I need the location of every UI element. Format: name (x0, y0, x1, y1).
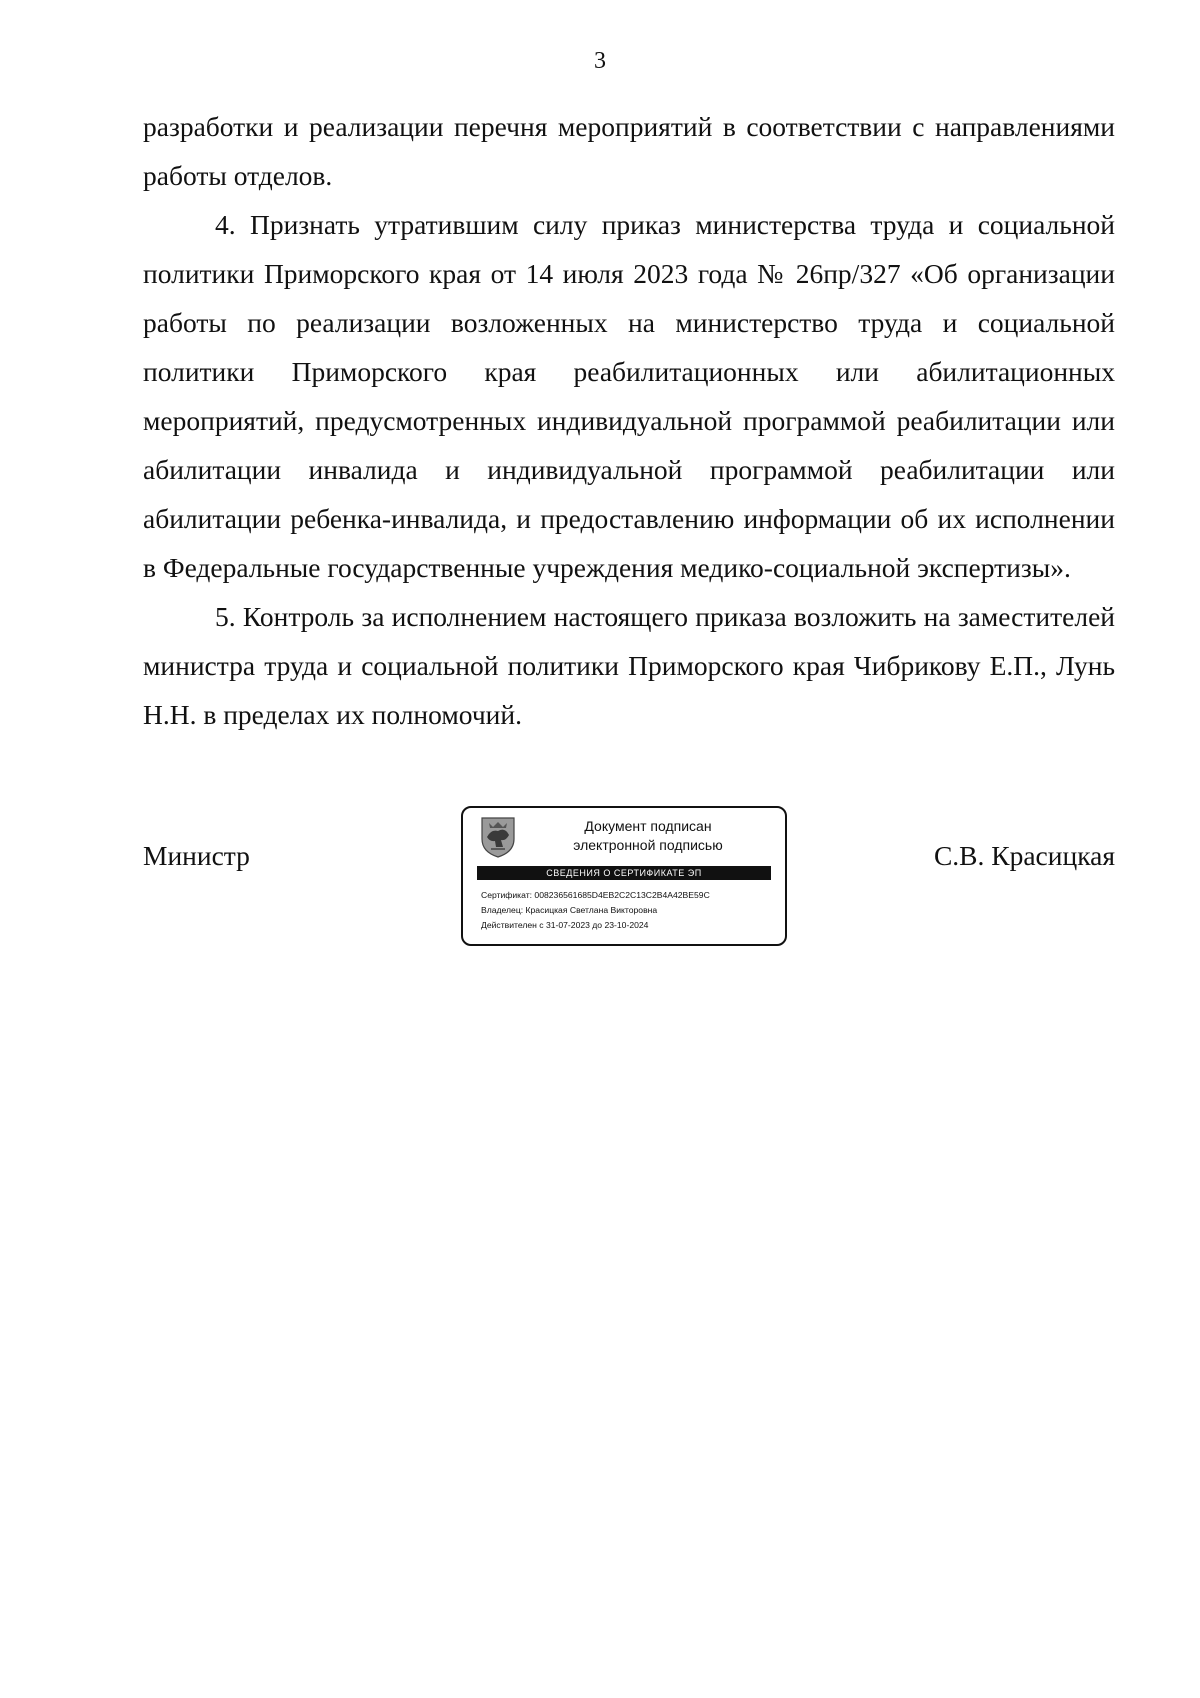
document-body (143, 102, 1115, 739)
certificate-info-bar: СВЕДЕНИЯ О СЕРТИФИКАТЕ ЭП (477, 866, 771, 880)
stamp-title-line-2: электронной подписью (573, 837, 723, 853)
stamp-title-line-1: Документ подписан (584, 818, 712, 834)
paragraph-continuation: разработки и реализации перечня мероприятий в соответствии с направлениями работы отделов. (143, 111, 1115, 191)
electronic-signature-stamp (461, 806, 787, 946)
certificate-owner: Владелец: Красицкая Светлана Викторовна (481, 905, 658, 915)
signatory-name: С.В. Красицкая (933, 840, 1115, 871)
certificate-validity: Действителен с 31-07-2023 до 23-10-2024 (481, 920, 649, 930)
coat-of-arms-emblem-icon (479, 815, 517, 859)
stamp-title (523, 817, 773, 855)
paragraph-item-4: 4. Признать утратившим силу приказ министерства труда и социальной политики Приморского края от 14 июля 2023 года № 26пр/327 «Об организации работы по реализации возложенных на министерство труда и социальной политики Приморского края реабилитационных или абилитационных мероприятий, предусмотренных индивидуальной программой реабилитации или абилитации инвалида и индивидуальной программой реабилитации или абилитации ребенка-инвалида, и предоставлению информации об их исполнении в Федеральные государственные учреждения медико-социальной экспертизы». (143, 209, 1115, 583)
signatory-position: Министр (143, 840, 250, 871)
certificate-details (481, 888, 710, 933)
certificate-number: Сертификат: 008236561685D4EB2C2C13C2B4A42BE59C (481, 890, 710, 900)
paragraph-item-5: 5. Контроль за исполнением настоящего приказа возложить на заместителей министра труда и социальной политики Приморского края Чибрикову Е.П., Лунь Н.Н. в пределах их полномочий. (143, 601, 1115, 730)
signature-block (143, 806, 1115, 952)
page-number: 3 (594, 48, 606, 74)
